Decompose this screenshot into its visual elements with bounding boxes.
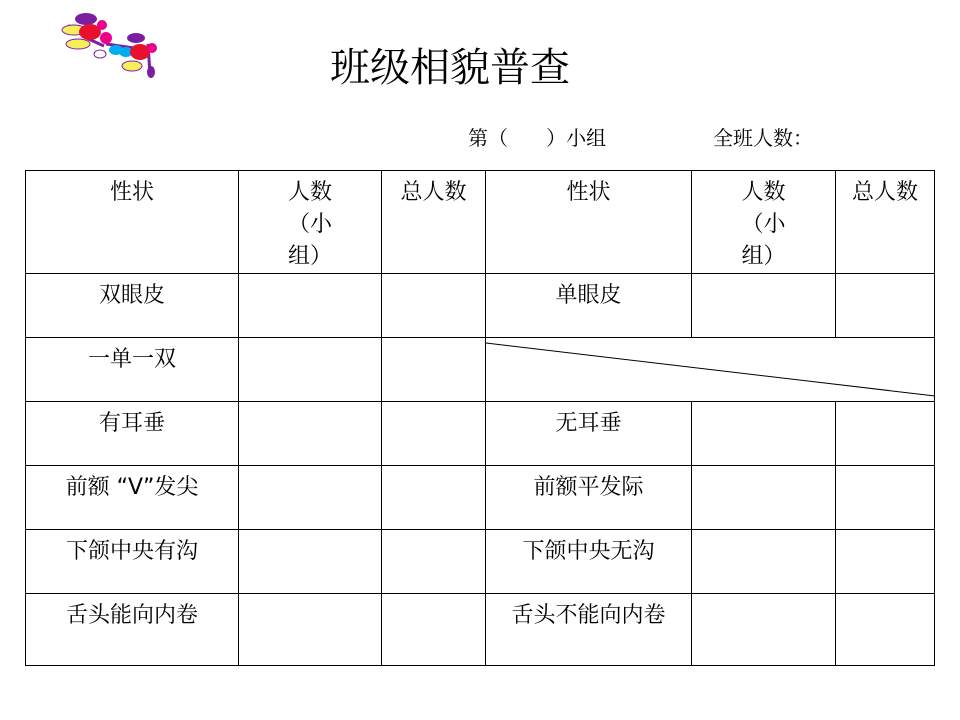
total-input-cell[interactable] [382, 338, 486, 402]
total-input-cell[interactable] [382, 530, 486, 594]
total-input-cell[interactable] [382, 274, 486, 338]
count-input-cell[interactable] [692, 530, 836, 594]
table-row [26, 466, 935, 530]
table-row [26, 530, 935, 594]
total-input-cell[interactable] [836, 530, 935, 594]
table-header-row [26, 171, 935, 274]
total-input-cell[interactable] [382, 594, 486, 666]
header-count-right: 人数（小组） [692, 171, 836, 274]
table-row [26, 338, 935, 402]
header-count-left: 人数（小组） [239, 171, 382, 274]
trait-cell-left: 前额 “V”发尖 [26, 466, 239, 530]
struck-out-cell [486, 338, 935, 402]
trait-cell-right: 舌头不能向内卷 [486, 594, 692, 666]
count-input-cell[interactable] [239, 594, 382, 666]
trait-survey-table [25, 170, 935, 666]
table-row [26, 402, 935, 466]
group-number-label: 第（ ）小组 [468, 126, 607, 150]
count-input-cell[interactable] [692, 466, 836, 530]
count-input-cell[interactable] [239, 274, 382, 338]
count-input-cell[interactable] [239, 402, 382, 466]
table-row [26, 274, 935, 338]
trait-cell-right: 前额平发际 [486, 466, 692, 530]
count-input-cell[interactable] [692, 274, 836, 338]
count-input-cell[interactable] [239, 530, 382, 594]
total-input-cell[interactable] [836, 274, 935, 338]
header-total-right: 总人数 [836, 171, 935, 274]
count-input-cell[interactable] [239, 466, 382, 530]
trait-cell-left: 双眼皮 [26, 274, 239, 338]
table-row [26, 594, 935, 666]
page-title: 班级相貌普查 [330, 45, 570, 91]
trait-cell-left: 舌头能向内卷 [26, 594, 239, 666]
trait-cell-left: 有耳垂 [26, 402, 239, 466]
total-input-cell[interactable] [382, 466, 486, 530]
total-input-cell[interactable] [382, 402, 486, 466]
total-input-cell[interactable] [836, 466, 935, 530]
trait-cell-right: 下颌中央无沟 [486, 530, 692, 594]
molecule-clipart-icon [60, 8, 164, 80]
trait-cell-right: 单眼皮 [486, 274, 692, 338]
header-total-left: 总人数 [382, 171, 486, 274]
count-input-cell[interactable] [239, 338, 382, 402]
count-input-cell[interactable] [692, 594, 836, 666]
total-input-cell[interactable] [836, 594, 935, 666]
class-total-label: 全班人数： [713, 126, 813, 150]
header-trait-right: 性状 [486, 171, 692, 274]
header-trait-left: 性状 [26, 171, 239, 274]
count-input-cell[interactable] [692, 402, 836, 466]
total-input-cell[interactable] [836, 402, 935, 466]
trait-cell-left: 下颌中央有沟 [26, 530, 239, 594]
diagonal-strike-line [486, 338, 935, 402]
trait-cell-left: 一单一双 [26, 338, 239, 402]
trait-cell-right: 无耳垂 [486, 402, 692, 466]
